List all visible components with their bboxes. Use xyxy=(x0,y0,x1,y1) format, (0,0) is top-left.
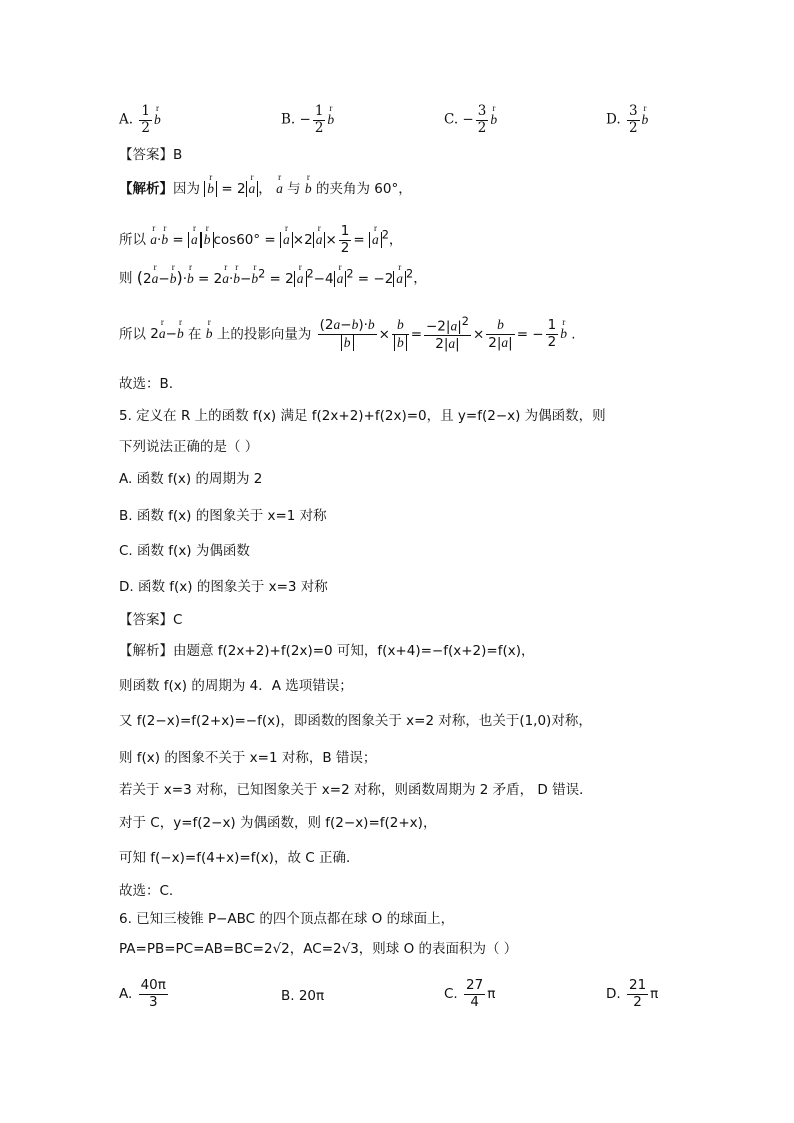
q5-analysis-line3: 又 f(2−x)=f(2+x)=−f(x)，即函数的图象关于 x=2 对称，也关于(1,0)对称， xyxy=(119,713,592,729)
q4-analysis-line3: 则 (2r a−r b)·r b = 2r a·r b−r $b^2 = 2r$ a $^2$−4r a $^2$ = −2r a $^2$， xyxy=(119,268,427,286)
q5-option-a: A. 函数 f(x) 的周期为 2 xyxy=(119,471,263,487)
q5-option-c: C. 函数 f(x) 为偶函数 xyxy=(119,543,250,559)
q6-stem-line1: 6. 已知三棱锥 P−ABC 的四个顶点都在球 O 的球面上， xyxy=(119,911,455,927)
q5-analysis-line6: 对于 C，y=f(2−x) 为偶函数，则 f(2−x)=f(2+x)， xyxy=(119,815,437,831)
q6-stem-line2: PA=PB=PC=AB=BC=2√2，AC=2√3，则球 O 的表面积为（ ） xyxy=(119,941,518,957)
q6-option-d: D. $\frac{21}{2}$ π xyxy=(606,977,659,1010)
q4-option-c: C. − $\frac{3}{2}$ r b xyxy=(444,104,497,136)
q4-conclusion: 故选：B. xyxy=(119,376,174,392)
q5-analysis-line5: 若关于 x=3 对称，已知图象关于 x=2 对称，则函数周期为 2 矛盾， D 错误． xyxy=(119,782,593,798)
q5-stem-line2: 下列说法正确的是（ ） xyxy=(119,439,259,455)
q5-stem-line1: 5. 定义在 R 上的函数 f(x) 满足 f(2x+2)+f(2x)=0，且 y=f(2−x) 为偶函数，则 xyxy=(119,408,606,424)
q5-analysis-line7: 可知 f(−x)=f(4+x)=f(x)，故 C 正确． xyxy=(119,850,360,866)
q6-option-b: B. 20π xyxy=(281,988,325,1004)
q5-answer: 【答案】C xyxy=(119,612,183,628)
q5-analysis-line4: 则 f(x) 的图象不关于 x=1 对称，B 错误； xyxy=(119,750,377,766)
q4-analysis-line2: 所以 r a·r b = r ar b cos60° = r a ×2r a × $\frac{1}{2}$ = r a $^2$， xyxy=(119,224,402,256)
q5-conclusion: 故选：C. xyxy=(119,883,174,899)
q6-option-c: C. $\frac{27}{4}$ π xyxy=(444,977,496,1010)
q5-analysis-line2: 则函数 f(x) 的周期为 4．A 选项错误； xyxy=(119,678,353,694)
q5-option-b: B. 函数 f(x) 的图象关于 x=1 对称 xyxy=(119,508,327,524)
q4-option-d: D. $\frac{3}{2}$ r b xyxy=(606,104,648,136)
q5-option-d: D. 函数 f(x) 的图象关于 x=3 对称 xyxy=(119,579,328,595)
q4-analysis-line1: 【解析】因为 r b = 2r a ， r a 与 r b 的夹角为 60°， xyxy=(119,182,412,197)
q6-option-a: A. $\frac{40\pi}{3}$ xyxy=(119,977,166,1010)
q4-option-b: B. − $\frac{1}{2}$ r b xyxy=(281,104,334,136)
q5-analysis-line1: 【解析】由题意 f(2x+2)+f(2x)=0 可知，f(x+4)=−f(x+2)=f(x)， xyxy=(119,643,535,659)
q4-answer: 【答案】B xyxy=(119,147,183,163)
q4-analysis-line4: 所以 2r a−r b 在 r b 上的投影向量为 $\frac{(2a-b)\cdot b}{b}$ × $\frac{b}{b}$ = $\frac{-2|a|^2}{2|a|}$ × $\frac{b}{2|a|}$ = − $\frac{1}{2}$ r b . xyxy=(119,316,576,353)
q4-option-a: A. $\frac{1}{2}$ r b xyxy=(119,104,161,136)
